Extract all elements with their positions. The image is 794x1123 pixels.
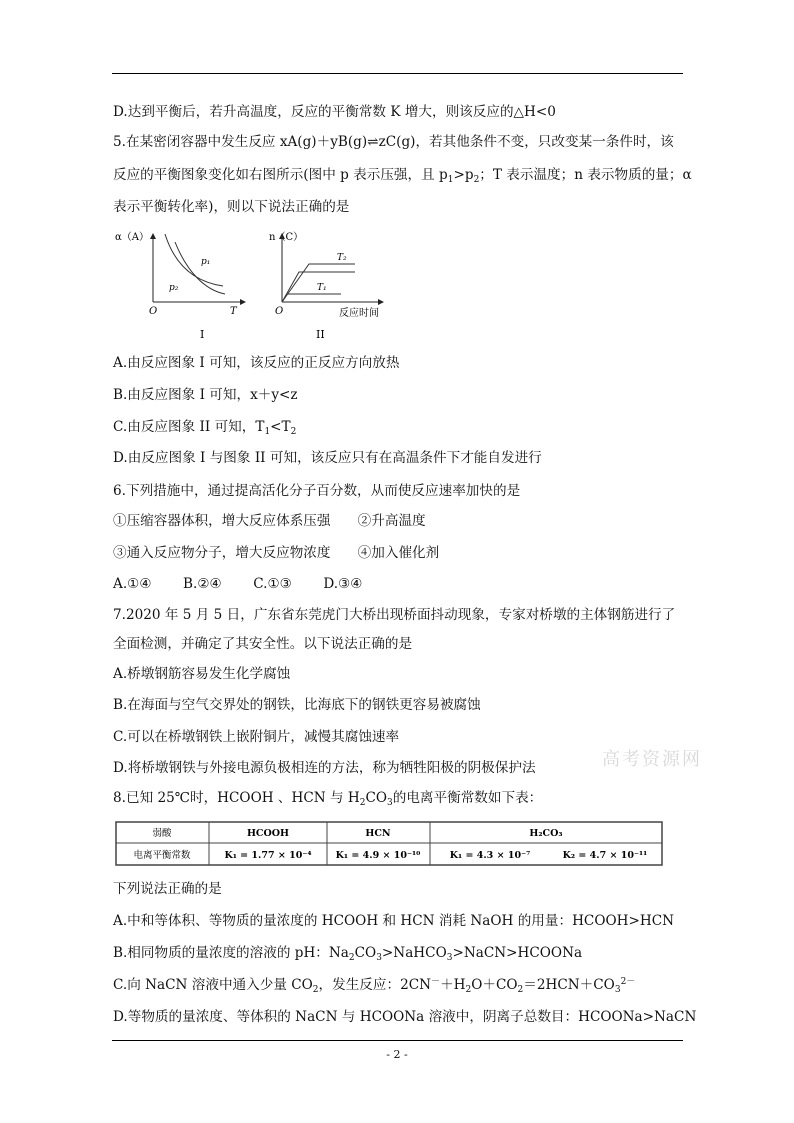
graph1-curve1-label: p₁ bbox=[201, 257, 211, 267]
table-row-label: 电离平衡常数 bbox=[133, 850, 191, 861]
text-line-l3 bbox=[113, 166, 692, 184]
graph1-curve-p2 bbox=[175, 242, 225, 294]
text-line-l19 bbox=[113, 789, 542, 807]
graph2-curve2-label: T₁ bbox=[317, 283, 327, 293]
text-run: － bbox=[431, 977, 441, 987]
text-run: 2 bbox=[473, 175, 480, 185]
text-line-l4 bbox=[113, 198, 349, 216]
text-line-l10 bbox=[113, 512, 426, 530]
text-run: 1 bbox=[264, 427, 271, 437]
text-run: D.等物质的量浓度、等体积的 NaCN 与 HCOONa 溶液中，阴离子总数目：HCOONa>NaCN bbox=[113, 1009, 697, 1025]
text-line-l17 bbox=[113, 728, 399, 746]
text-run: A.桥墩钢筋容易发生化学腐蚀 bbox=[113, 666, 291, 682]
text-line-l6 bbox=[113, 386, 298, 404]
graph-one bbox=[115, 231, 245, 341]
text-run: 1 bbox=[447, 175, 454, 185]
table-header-acid: 弱酸 bbox=[152, 828, 172, 839]
text-line-l18 bbox=[113, 759, 536, 777]
top-rule bbox=[112, 73, 683, 74]
graph2-xlabel: 反应时间 bbox=[339, 308, 379, 319]
text-run: 的电离平衡常数如下表： bbox=[392, 790, 543, 806]
text-run: 2 bbox=[517, 985, 524, 995]
text-line-l21 bbox=[113, 912, 674, 930]
text-run: O＋CO bbox=[471, 977, 518, 993]
text-run: CO bbox=[365, 790, 388, 806]
text-run: ③通入反应物分子，增大反应物浓度 ④加入催化剂 bbox=[113, 545, 440, 561]
text-run: 2 bbox=[465, 985, 472, 995]
graph1-ylabel: α（A） bbox=[115, 232, 149, 243]
text-run: B.相同物质的量浓度的溶液的 pH：Na bbox=[113, 945, 349, 961]
text-run: D.由反应图象 I 与图象 II 可知，该反应只有在高温条件下才能自发进行 bbox=[113, 450, 542, 466]
table-header-h2co3: H₂CO₃ bbox=[529, 828, 563, 839]
ionization-constants-table bbox=[115, 821, 663, 866]
text-run: ＋H bbox=[440, 977, 466, 993]
text-line-l7 bbox=[113, 418, 296, 436]
graph2-caption: II bbox=[316, 328, 325, 341]
text-run: 3 bbox=[446, 953, 453, 963]
text-run: 2－ bbox=[620, 977, 636, 987]
graph1-xlabel: T bbox=[230, 306, 237, 317]
table-header-hcooh: HCOOH bbox=[246, 828, 290, 839]
text-line-l12 bbox=[113, 575, 362, 593]
text-line-l13 bbox=[113, 606, 675, 624]
text-run: A.①④ B.②④ C.①③ D.③④ bbox=[113, 576, 363, 592]
text-run: D.将桥墩钢铁与外接电源负极相连的方法，称为牺牲阳极的阴极保护法 bbox=[113, 760, 536, 776]
text-run: 2 bbox=[290, 427, 297, 437]
table-hcooh-k: K₁ = 1.77 × 10⁻⁴ bbox=[224, 850, 312, 861]
graph1-caption: I bbox=[200, 328, 205, 341]
text-line-l11 bbox=[113, 544, 439, 562]
text-run: CO bbox=[354, 945, 377, 961]
graph2-curve1-label: T₂ bbox=[337, 253, 347, 263]
text-line-l2 bbox=[113, 133, 674, 151]
graph-two bbox=[269, 231, 383, 341]
text-run: ；T 表示温度；n 表示物质的量；α bbox=[479, 167, 692, 183]
graph2-origin: O bbox=[275, 306, 284, 317]
reaction-graphs bbox=[113, 226, 403, 342]
text-line-l23 bbox=[113, 976, 635, 994]
text-line-l24 bbox=[113, 1008, 696, 1026]
text-run: 6.下列措施中，通过提高活化分子百分数，从而使反应速率加快的是 bbox=[113, 483, 521, 499]
text-run: >p bbox=[453, 167, 474, 183]
text-run: <T bbox=[270, 419, 291, 435]
bottom-rule bbox=[112, 1040, 683, 1041]
table-h2co3-k2: K₂ = 4.7 × 10⁻¹¹ bbox=[562, 850, 648, 861]
text-line-l14 bbox=[113, 635, 412, 653]
text-line-l9 bbox=[113, 482, 520, 500]
text-run: C.由反应图象 II 可知，T bbox=[113, 419, 265, 435]
page-number: - 2 - bbox=[386, 1048, 408, 1061]
text-run: >NaHCO bbox=[381, 945, 447, 961]
graph2-ylabel: n（C） bbox=[269, 232, 304, 243]
text-run: 表示平衡转化率)，则以下说法正确的是 bbox=[113, 199, 350, 215]
text-run: 2 bbox=[359, 798, 366, 808]
table-hcn-k: K₁ = 4.9 × 10⁻¹⁰ bbox=[335, 850, 421, 861]
text-run: A.中和等体积、等物质的量浓度的 HCOOH 和 HCN 消耗 NaOH 的用量：HCOOH>HCN bbox=[113, 913, 675, 929]
text-run: D.达到平衡后，若升高温度，反应的平衡常数 K 增大，则该反应的△H<0 bbox=[113, 104, 556, 120]
text-line-l8 bbox=[113, 449, 542, 467]
text-line-l20 bbox=[113, 880, 222, 898]
text-run: 反应的平衡图象变化如右图所示(图中 p 表示压强，且 p bbox=[113, 167, 448, 183]
text-run: B.由反应图象 I 可知，x＋y<z bbox=[113, 387, 298, 403]
graph1-origin: O bbox=[149, 306, 158, 317]
text-run: 2 bbox=[312, 985, 319, 995]
text-run: 7.2020 年 5 月 5 日，广东省东莞虎门大桥出现桥面抖动现象，专家对桥墩的主体钢筋进行了 bbox=[113, 607, 676, 623]
watermark: 高考资源网 bbox=[602, 749, 702, 770]
graph1-curve-p1 bbox=[165, 234, 223, 286]
text-run: A.由反应图象 I 可知，该反应的正反应方向放热 bbox=[113, 355, 400, 371]
text-line-l16 bbox=[113, 696, 481, 714]
text-run: 3 bbox=[376, 953, 382, 963]
graph1-curve2-label: p₂ bbox=[169, 283, 179, 293]
text-run: C.向 NaCN 溶液中通入少量 CO bbox=[113, 977, 313, 993]
text-line-l5 bbox=[113, 354, 399, 372]
text-run: 3 bbox=[614, 985, 621, 995]
text-run: 5.在某密闭容器中发生反应 xA(g)＋yB(g)⇌zC(g)，若其他条件不变，只改变某一条件时，该 bbox=[113, 134, 674, 150]
text-run: B.在海面与空气交界处的钢铁，比海底下的钢铁更容易被腐蚀 bbox=[113, 697, 481, 713]
text-line-l22 bbox=[113, 944, 582, 962]
table-h2co3-k1: K₁ = 4.3 × 10⁻⁷ bbox=[449, 850, 531, 861]
text-run: 全面检测，并确定了其安全性。以下说法正确的是 bbox=[113, 636, 413, 652]
text-run: 3 bbox=[387, 798, 393, 808]
text-line-l1 bbox=[113, 103, 556, 121]
text-run: 下列说法正确的是 bbox=[113, 881, 222, 897]
text-run: ＝2HCN＋CO bbox=[523, 977, 615, 993]
text-run: 8.已知 25℃时，HCOOH 、HCN 与 H bbox=[113, 790, 360, 806]
text-line-l15 bbox=[113, 665, 290, 683]
table-header-hcn: HCN bbox=[365, 828, 391, 839]
text-run: ①压缩容器体积，增大反应体系压强 ②升高温度 bbox=[113, 513, 426, 529]
text-run: ，发生反应：2CN bbox=[318, 977, 432, 993]
text-run: >NaCN>HCOONa bbox=[452, 945, 583, 961]
text-run: C.可以在桥墩钢铁上嵌附铜片，减慢其腐蚀速率 bbox=[113, 729, 400, 745]
text-run: 2 bbox=[348, 953, 355, 963]
